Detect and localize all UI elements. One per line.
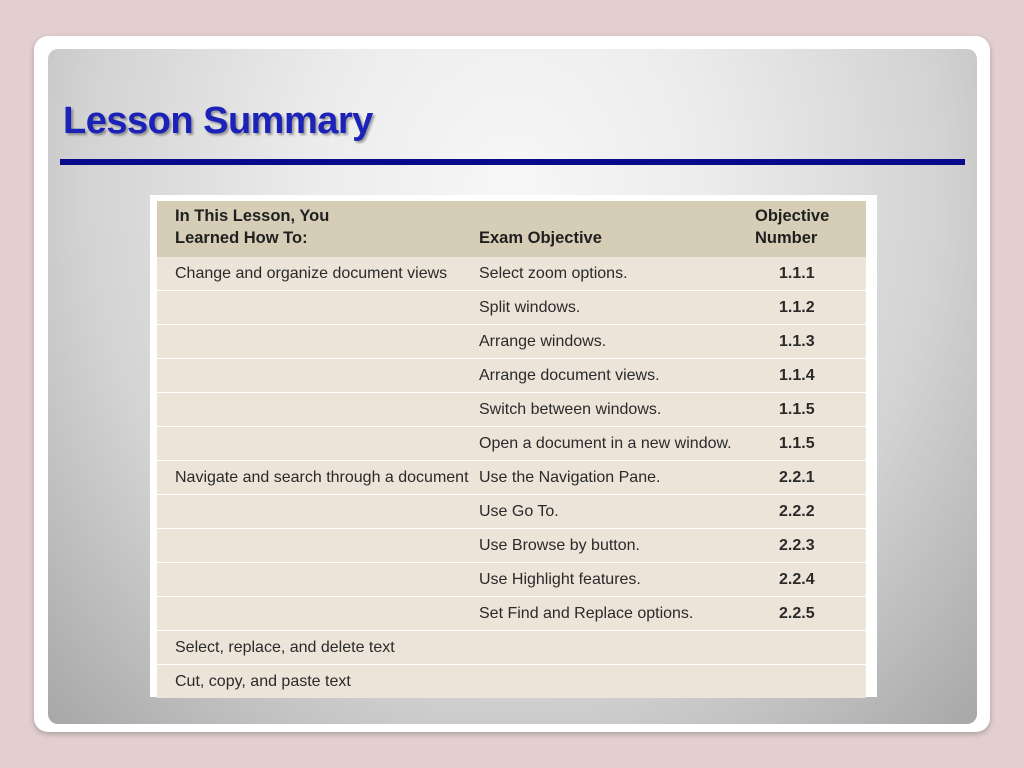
header-skill-line1: In This Lesson, You xyxy=(175,207,330,225)
table-row xyxy=(157,291,866,325)
table-row xyxy=(157,631,866,665)
header-exam-objective: Exam Objective xyxy=(479,201,755,257)
skill-cell xyxy=(157,359,479,393)
skill-cell xyxy=(157,427,479,461)
table-row xyxy=(157,529,866,563)
objective-cell: Use Go To. xyxy=(479,495,755,529)
skill-cell xyxy=(157,563,479,597)
skill-cell xyxy=(157,495,479,529)
header-skill xyxy=(157,201,479,257)
objective-number-cell xyxy=(755,631,866,665)
table-row xyxy=(157,427,866,461)
objective-number-cell: 1.1.3 xyxy=(755,325,866,359)
skill-cell xyxy=(157,393,479,427)
skill-cell xyxy=(157,529,479,563)
objective-cell: Arrange windows. xyxy=(479,325,755,359)
objective-cell xyxy=(479,665,755,699)
header-number-line2: Number xyxy=(755,229,818,247)
table-body xyxy=(157,257,866,698)
objective-cell: Set Find and Replace options. xyxy=(479,597,755,631)
title-underline xyxy=(60,159,965,165)
objective-cell xyxy=(479,631,755,665)
table-row xyxy=(157,325,866,359)
objective-number-cell: 1.1.4 xyxy=(755,359,866,393)
header-objective-number xyxy=(755,201,866,257)
table-row xyxy=(157,393,866,427)
objective-number-cell: 2.2.2 xyxy=(755,495,866,529)
table-row xyxy=(157,359,866,393)
skill-cell xyxy=(157,597,479,631)
objective-cell: Switch between windows. xyxy=(479,393,755,427)
table-row xyxy=(157,461,866,495)
objective-number-cell: 1.1.2 xyxy=(755,291,866,325)
slide-title: Lesson Summary xyxy=(63,100,373,142)
table-row xyxy=(157,257,866,291)
skill-cell: Select, replace, and delete text xyxy=(157,631,479,665)
skill-cell: Cut, copy, and paste text xyxy=(157,665,479,699)
objective-number-cell: 2.2.1 xyxy=(755,461,866,495)
table-header-row xyxy=(157,201,866,257)
objective-cell: Use the Navigation Pane. xyxy=(479,461,755,495)
skill-cell: Change and organize document views xyxy=(157,257,479,291)
objective-number-cell: 1.1.5 xyxy=(755,393,866,427)
objective-number-cell: 1.1.5 xyxy=(755,427,866,461)
objective-number-cell: 1.1.1 xyxy=(755,257,866,291)
table-row xyxy=(157,563,866,597)
objective-number-cell: 2.2.3 xyxy=(755,529,866,563)
objective-cell: Split windows. xyxy=(479,291,755,325)
objective-number-cell: 2.2.5 xyxy=(755,597,866,631)
objective-cell: Arrange document views. xyxy=(479,359,755,393)
skill-cell xyxy=(157,291,479,325)
header-number-line1: Objective xyxy=(755,207,830,225)
objective-number-cell xyxy=(755,665,866,699)
table-row xyxy=(157,495,866,529)
objective-cell: Select zoom options. xyxy=(479,257,755,291)
table-row xyxy=(157,597,866,631)
table-row xyxy=(157,665,866,699)
lesson-summary-table xyxy=(157,201,866,698)
skill-cell: Navigate and search through a document xyxy=(157,461,479,495)
objective-cell: Use Browse by button. xyxy=(479,529,755,563)
objective-cell: Open a document in a new window. xyxy=(479,427,755,461)
objective-cell: Use Highlight features. xyxy=(479,563,755,597)
header-skill-line2: Learned How To: xyxy=(175,229,308,247)
skill-cell xyxy=(157,325,479,359)
summary-table-container xyxy=(150,195,877,697)
objective-number-cell: 2.2.4 xyxy=(755,563,866,597)
